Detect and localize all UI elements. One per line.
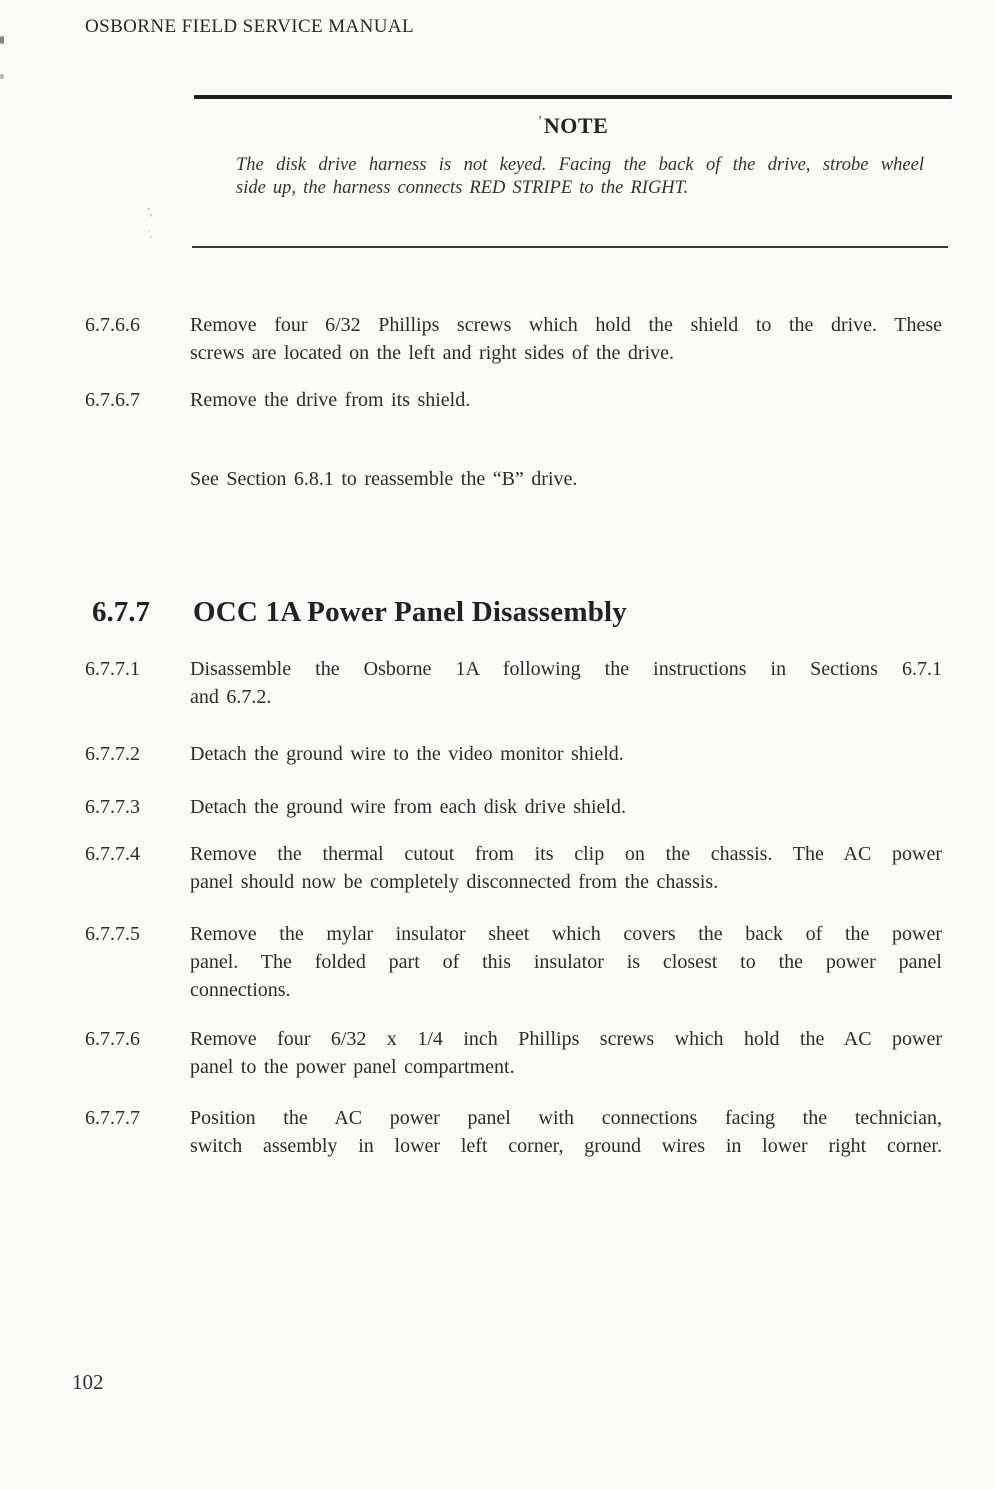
text-line: Remove four 6/32 x 1/4 inch Phillips screws which hold the AC power bbox=[190, 1028, 942, 1050]
text-line: Remove four 6/32 Phillips screws which hold the shield to the drive. These bbox=[190, 314, 942, 336]
text-line: See Section 6.8.1 to reassemble the “B” drive. bbox=[190, 468, 578, 490]
step-number: 6.7.6.6 bbox=[85, 314, 140, 336]
step-text bbox=[190, 311, 942, 367]
step-text bbox=[190, 386, 942, 414]
step-text bbox=[190, 465, 942, 493]
scan-artifact: ʹ, bbox=[147, 228, 153, 240]
scan-artifact bbox=[0, 74, 4, 79]
step-number: 6.7.6.7 bbox=[85, 389, 140, 411]
step-text bbox=[190, 840, 942, 896]
note-rule-bottom bbox=[192, 246, 948, 248]
text-line: switch assembly in lower left corner, ground wires in lower right corner. bbox=[190, 1135, 942, 1157]
scan-artifact bbox=[0, 36, 4, 44]
step-number: 6.7.7.3 bbox=[85, 796, 140, 818]
section-heading-number: 6.7.7 bbox=[92, 596, 150, 628]
text-line: connections. bbox=[190, 979, 291, 1001]
text-line: panel should now be completely disconnected from the chassis. bbox=[190, 871, 719, 893]
step-number: 6.7.7.6 bbox=[85, 1028, 140, 1050]
text-line: Disassemble the Osborne 1A following the instructions in Sections 6.7.1 bbox=[190, 658, 942, 680]
note-text-line: side up, the harness connects RED STRIPE to the RIGHT. bbox=[236, 178, 689, 198]
scan-artifact: ’, bbox=[146, 206, 153, 218]
section-heading-title: OCC 1A Power Panel Disassembly bbox=[193, 596, 628, 628]
step-text bbox=[190, 920, 942, 1004]
section-heading bbox=[0, 596, 995, 636]
note-text-line: The disk drive harness is not keyed. Facing the back of the drive, strobe wheel bbox=[236, 155, 924, 175]
note-tick-mark: ’ bbox=[537, 114, 543, 129]
step-text bbox=[190, 1104, 942, 1160]
step-number: 6.7.7.7 bbox=[85, 1107, 140, 1129]
text-line: Position the AC power panel with connections facing the technician, bbox=[190, 1107, 942, 1129]
step-number: 6.7.7.5 bbox=[85, 923, 140, 945]
text-line: panel. The folded part of this insulator is closest to the power panel bbox=[190, 951, 942, 973]
step-text bbox=[190, 1025, 942, 1081]
text-line: and 6.7.2. bbox=[190, 686, 272, 708]
text-line: screws are located on the left and right sides of the drive. bbox=[190, 342, 675, 364]
text-line: Detach the ground wire to the video monitor shield. bbox=[190, 743, 624, 765]
note-rule-top bbox=[194, 95, 952, 99]
step-text bbox=[190, 793, 942, 821]
page-header: OSBORNE FIELD SERVICE MANUAL bbox=[85, 16, 414, 37]
note-title: NOTE bbox=[543, 113, 609, 138]
text-line: Remove the thermal cutout from its clip on the chassis. The AC power bbox=[190, 843, 942, 865]
text-line: Detach the ground wire from each disk drive shield. bbox=[190, 796, 626, 818]
step-number: 6.7.7.2 bbox=[85, 743, 140, 765]
page-number: 102 bbox=[72, 1370, 104, 1394]
step-number: 6.7.7.1 bbox=[85, 658, 140, 680]
step-number: 6.7.7.4 bbox=[85, 843, 140, 865]
step-text bbox=[190, 740, 942, 768]
note-body bbox=[236, 154, 924, 200]
text-line: Remove the mylar insulator sheet which covers the back of the power bbox=[190, 923, 942, 945]
text-line: Remove the drive from its shield. bbox=[190, 389, 471, 411]
note-heading bbox=[194, 113, 952, 139]
text-line: panel to the power panel compartment. bbox=[190, 1056, 515, 1078]
step-text bbox=[190, 655, 942, 711]
